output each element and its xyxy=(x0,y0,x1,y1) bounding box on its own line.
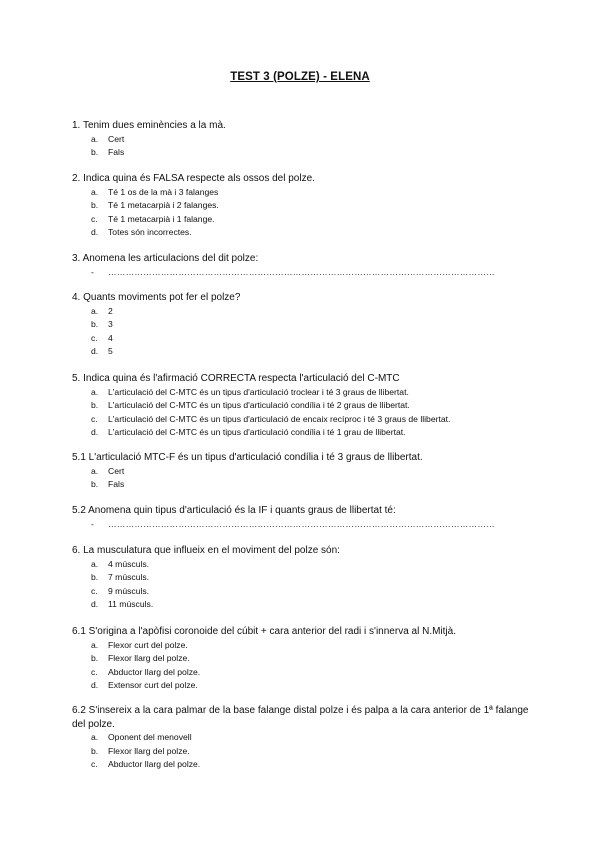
option-d[interactable]: d. 11 músculs. xyxy=(91,599,154,609)
question-1 xyxy=(72,119,532,160)
option-a[interactable]: a. Oponent del menovell xyxy=(91,732,192,742)
option-b[interactable]: b. Flexor llarg del polze. xyxy=(91,745,190,756)
question-6-1 xyxy=(72,625,532,693)
option-d[interactable]: d. Totes són incorrectes. xyxy=(91,227,192,237)
option-c[interactable]: c. L'articulació del C-MTC és un tipus d'articulació de encaix recíproc i té 3 graus de llibertat. xyxy=(91,413,451,424)
option-c[interactable]: c. 4 xyxy=(91,332,113,343)
option-c[interactable]: c. Abductor llarg del polze. xyxy=(91,666,201,677)
option-a[interactable]: a. Cert xyxy=(91,465,125,476)
option-list xyxy=(72,186,532,240)
answer-line[interactable]: - …………………………………………………………………………………………………………………… xyxy=(91,266,495,277)
option-b[interactable]: b. 3 xyxy=(91,319,113,329)
question-6 xyxy=(72,544,532,612)
question-3 xyxy=(72,252,532,279)
option-a[interactable]: a. Cert xyxy=(91,133,125,144)
question-2 xyxy=(72,172,532,240)
option-list xyxy=(72,558,532,612)
option-d[interactable]: d. L'articulació del C-MTC és un tipus d'articulació condília i té 1 grau de llibertat. xyxy=(91,427,406,437)
option-list xyxy=(72,386,532,440)
question-5-1 xyxy=(72,451,532,492)
question-text: 4. Quants moviments pot fer el polze? xyxy=(72,292,241,303)
option-c[interactable]: c. 9 músculs. xyxy=(91,585,150,596)
option-a[interactable]: a. 4 músculs. xyxy=(91,558,150,569)
option-a[interactable]: a. Té 1 os de la mà i 3 falanges xyxy=(91,186,219,197)
option-d[interactable]: d. Extensor curt del polze. xyxy=(91,680,198,690)
question-5 xyxy=(72,372,532,440)
option-list xyxy=(72,465,532,492)
option-b[interactable]: b. 7 músculs. xyxy=(91,572,150,582)
option-a[interactable]: a. 2 xyxy=(91,305,113,316)
option-a[interactable]: a. Flexor curt del polze. xyxy=(91,639,188,650)
question-text: 5.1 L'articulació MTC-F és un tipus d'articulació condília i té 3 graus de llibertat. xyxy=(72,452,423,463)
option-list xyxy=(72,133,532,160)
question-text: 6.1 S'origina a l'apòfisi coronoide del cúbit + cara anterior del radi i s'innerva al N.Mitjà. xyxy=(72,626,456,637)
question-text: 2. Indica quina és FALSA respecte als ossos del polze. xyxy=(72,173,315,184)
option-c[interactable]: c. Abductor llarg del polze. xyxy=(91,759,201,769)
option-b[interactable]: b. Fals xyxy=(91,147,125,157)
option-d[interactable]: d. 5 xyxy=(91,346,113,356)
option-list xyxy=(72,305,532,359)
question-text: 5. Indica quina és l'afirmació CORRECTA respecta l'articulació del C-MTC xyxy=(72,373,400,384)
option-list xyxy=(72,731,532,772)
question-text: 6. La musculatura que influeix en el moviment del polze són: xyxy=(72,545,340,556)
question-6-2 xyxy=(72,704,532,772)
option-list xyxy=(72,639,532,693)
answer-line[interactable]: - …………………………………………………………………………………………………………………… xyxy=(91,518,495,529)
question-5-2 xyxy=(72,504,532,531)
question-text: 5.2 Anomena quin tipus d'articulació és la IF i quants graus de llibertat té: xyxy=(72,505,396,516)
question-text: 1. Tenim dues eminències a la mà. xyxy=(72,120,226,131)
option-b[interactable]: b. L'articulació del C-MTC és un tipus d'articulació condília i té 2 graus de llibertat. xyxy=(91,400,410,410)
question-4 xyxy=(72,291,532,359)
option-b[interactable]: b. Fals xyxy=(91,479,125,489)
option-b[interactable]: b. Té 1 metacarpià i 2 falanges. xyxy=(91,200,219,210)
page-title: TEST 3 (POLZE) - ELENA xyxy=(230,71,370,83)
option-c[interactable]: c. Té 1 metacarpià i 1 falange. xyxy=(91,213,215,224)
question-text: 6.2 S'insereix a la cara palmar de la base falange distal polze i és palpa a la cara anterior de 1ª falange del polze. xyxy=(72,705,529,730)
question-text: 3. Anomena les articulacions del dit polze: xyxy=(72,253,259,264)
option-b[interactable]: b. Flexor llarg del polze. xyxy=(91,653,190,663)
option-a[interactable]: a. L'articulació del C-MTC és un tipus d'articulació troclear i té 3 graus de llibertat. xyxy=(91,386,409,397)
